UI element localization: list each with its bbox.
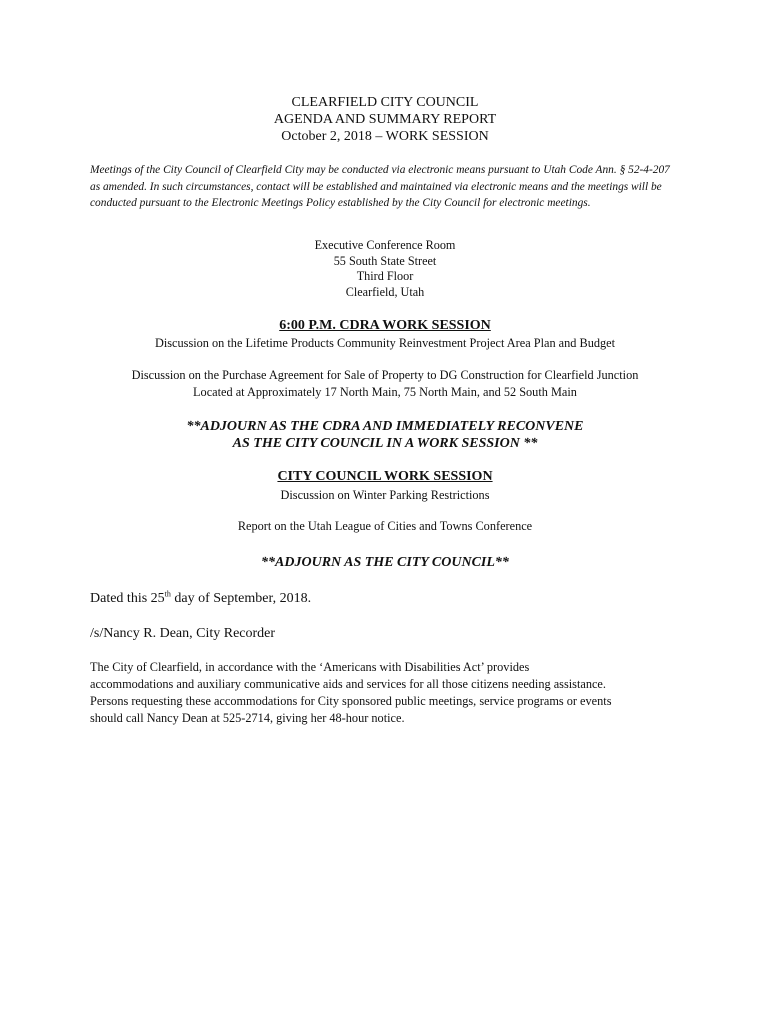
recorder-signature: /s/Nancy R. Dean, City Recorder [90,626,276,641]
dated-suffix: day of September, 2018. [170,591,312,606]
council-item-league-report: Report on the Utah League of Cities and Towns Conference [237,519,533,533]
dated-line [90,590,690,607]
meeting-date: October 2, 2018 – WORK SESSION [281,129,489,144]
location-city: Clearfield, Utah [345,284,425,299]
dated-ordinal: th [164,589,171,599]
electronic-meetings-notice: Meetings of the City Council of Clearfield City may be conducted via electronic means pursuant to Utah Code Ann. § 52-4-207 as amended. In such circumstances, contact will be established and maintained via electronic means and the meetings will be conducted pursuant to the Electronic Meetings Policy established by the City Council for electronic meetings. [90,164,670,209]
ada-notice-line2: accommodations and auxiliary communicative aids and services for all those citizens needing assistance. [90,677,606,691]
ada-notice-line3: Persons requesting these accommodations for City sponsored public meetings, service programs or events [90,694,612,708]
location-street: 55 South State Street [333,253,437,268]
location-floor: Third Floor [356,269,414,283]
location-room: Executive Conference Room [314,238,456,252]
document-header [0,94,770,145]
dated-prefix: Dated this 25 [90,591,165,606]
adjourn-cdra-notice [0,418,770,452]
adjourn-cdra-line2: AS THE CITY COUNCIL IN A WORK SESSION ** [232,436,538,451]
council-name: CLEARFIELD CITY COUNCIL [291,95,479,110]
cdra-item-purchase-agreement [0,367,770,400]
adjourn-cdra-line1: **ADJOURN AS THE CDRA AND IMMEDIATELY RECONVENE [186,419,584,434]
meeting-location [0,238,770,300]
cdra-item-lifetime-products: Discussion on the Lifetime Products Community Reinvestment Project Area Plan and Budget [154,336,616,350]
cdra-section-title: 6:00 P.M. CDRA WORK SESSION [279,318,491,333]
ada-notice [90,659,690,727]
council-item-winter-parking: Discussion on Winter Parking Restrictions [280,488,490,502]
cdra-item-purchase-line2: Located at Approximately 17 North Main, 75 North Main, and 52 South Main [193,384,577,399]
cdra-item-purchase-line1: Discussion on the Purchase Agreement for Sale of Property to DG Construction for Clearfield Junction [131,368,639,382]
adjourn-council-notice: **ADJOURN AS THE CITY COUNCIL** [261,555,509,570]
ada-notice-line1: The City of Clearfield, in accordance with the ‘Americans with Disabilities Act’ provides [90,660,530,674]
council-section-title: CITY COUNCIL WORK SESSION [277,469,493,484]
report-title: AGENDA AND SUMMARY REPORT [273,112,497,127]
ada-notice-line4: should call Nancy Dean at 525-2714, giving her 48-hour notice. [90,711,405,725]
